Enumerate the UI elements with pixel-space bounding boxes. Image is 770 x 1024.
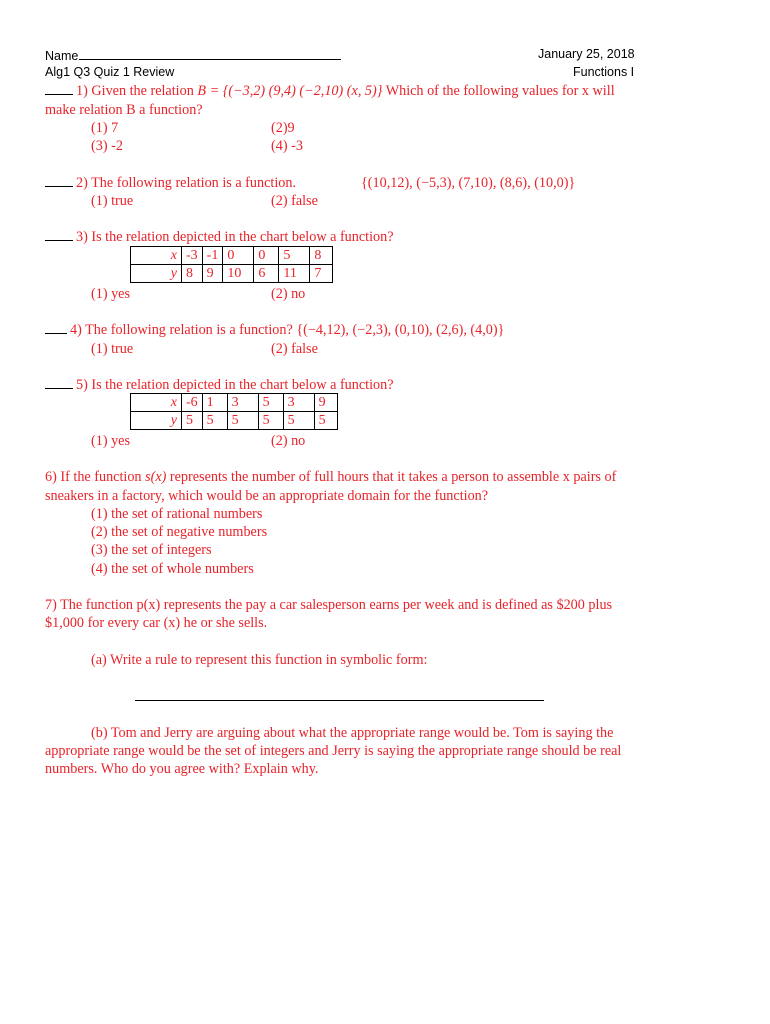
choice: (3) -2 — [91, 138, 123, 154]
choice: (1) true — [91, 341, 134, 357]
question-1-text-b: Which of the following values for x will — [382, 83, 615, 99]
relation-table-3 — [130, 246, 333, 283]
table-row-y — [131, 412, 338, 430]
question-1-math: B = {(−3,2) (9,4) (−2,10) (x, 5)} — [197, 83, 383, 99]
answer-blank-1[interactable] — [45, 82, 73, 95]
table-cell: 3 — [227, 394, 258, 412]
question-6-text-a: If the function — [60, 469, 146, 485]
answer-blank-5[interactable] — [45, 376, 73, 389]
table-cell: 5 — [258, 394, 283, 412]
question-6-text-b: represents the number of full hours that it takes a person to assemble x pairs of — [166, 469, 617, 485]
question-2-text: The following relation is a function. — [91, 175, 297, 191]
choice: (1) yes — [91, 433, 131, 449]
relation-table-5 — [130, 393, 338, 430]
table-cell: 9 — [314, 394, 337, 412]
table-row-x — [131, 247, 333, 265]
question-1-text-a: Given the relation — [91, 83, 198, 99]
table-cell: -1 — [202, 247, 223, 265]
question-6-math: s(x) — [145, 469, 167, 485]
answer-blank-2[interactable] — [45, 174, 73, 187]
table-cell: 3 — [283, 394, 314, 412]
question-7 — [45, 596, 612, 614]
table-header-x: x — [131, 394, 182, 412]
question-7-part-b-line3: numbers. Who do you agree with? Explain why. — [45, 761, 319, 777]
name-label-row — [45, 47, 344, 63]
table-cell: 5 — [227, 412, 258, 430]
choice: (2) false — [271, 193, 318, 209]
choice: (1) true — [91, 193, 134, 209]
choice: (3) the set of integers — [91, 542, 212, 558]
question-3-number: 3) — [76, 229, 88, 245]
question-7-part-a: (a) Write a rule to represent this function in symbolic form: — [91, 652, 428, 668]
table-header-x: x — [131, 247, 182, 265]
choice: (2) false — [271, 341, 318, 357]
table-cell: 10 — [223, 265, 254, 283]
table-cell: 7 — [310, 265, 333, 283]
answer-blank-3[interactable] — [45, 228, 73, 241]
name-label: Name — [45, 49, 79, 63]
table-cell: 5 — [202, 412, 227, 430]
table-cell: 0 — [223, 247, 254, 265]
table-cell: 5 — [283, 412, 314, 430]
question-4-text: The following relation is a function? — [85, 322, 293, 338]
question-6 — [45, 468, 616, 486]
choice: (2) no — [271, 433, 306, 449]
question-7-text: The function p(x) represents the pay a car salesperson earns per week and is defined as $200 plus — [60, 597, 613, 613]
table-row-y — [131, 265, 333, 283]
question-2-number: 2) — [76, 175, 88, 191]
question-6-line2: sneakers in a factory, which would be an appropriate domain for the function? — [45, 488, 489, 504]
question-1-number: 1) — [76, 83, 88, 99]
choice: (2) the set of negative numbers — [91, 524, 268, 540]
name-blank-line[interactable] — [79, 47, 341, 60]
question-4 — [45, 321, 504, 339]
question-2-set: {(10,12), (−5,3), (7,10), (8,6), (10,0)} — [361, 175, 576, 191]
table-cell: 5 — [258, 412, 283, 430]
answer-line-7a[interactable] — [135, 700, 544, 701]
question-6-number: 6) — [45, 469, 57, 485]
table-cell: 5 — [279, 247, 310, 265]
table-row-x — [131, 394, 338, 412]
question-7-number: 7) — [45, 597, 57, 613]
table-cell: 1 — [202, 394, 227, 412]
question-2 — [45, 174, 296, 192]
choice: (2) no — [271, 286, 306, 302]
choice: (2)9 — [271, 120, 295, 136]
table-cell: 8 — [182, 265, 203, 283]
question-5 — [45, 376, 394, 394]
choice: (1) the set of rational numbers — [91, 506, 263, 522]
table-cell: 9 — [202, 265, 223, 283]
question-1 — [45, 82, 615, 100]
table-header-y: y — [131, 412, 182, 430]
question-7-part-b: (b) Tom and Jerry are arguing about what the appropriate range would be. Tom is saying the — [91, 725, 614, 741]
course-title: Alg1 Q3 Quiz 1 Review — [45, 65, 175, 79]
table-cell: 6 — [254, 265, 279, 283]
question-3-text: Is the relation depicted in the chart below a function? — [91, 229, 394, 245]
question-3 — [45, 228, 394, 246]
question-1-line2: make relation B a function? — [45, 102, 203, 118]
choice: (4) the set of whole numbers — [91, 561, 254, 577]
table-cell: 8 — [310, 247, 333, 265]
question-7-line2: $1,000 for every car (x) he or she sells. — [45, 615, 268, 631]
question-5-text: Is the relation depicted in the chart below a function? — [91, 377, 394, 393]
question-4-number: 4) — [70, 322, 82, 338]
question-4-set: {(−4,12), (−2,3), (0,10), (2,6), (4,0)} — [296, 322, 505, 338]
table-header-y: y — [131, 265, 182, 283]
answer-blank-4[interactable] — [45, 321, 67, 334]
question-5-number: 5) — [76, 377, 88, 393]
choice: (1) yes — [91, 286, 131, 302]
topic-title: Functions I — [573, 65, 635, 79]
table-cell: 11 — [279, 265, 310, 283]
table-cell: 0 — [254, 247, 279, 265]
table-cell: 5 — [182, 412, 203, 430]
table-cell: -6 — [182, 394, 203, 412]
question-7-part-b-line2: appropriate range would be the set of integers and Jerry is saying the appropriate range should be real — [45, 743, 622, 759]
choice: (1) 7 — [91, 120, 119, 136]
date: January 25, 2018 — [538, 47, 635, 61]
table-cell: -3 — [182, 247, 203, 265]
table-cell: 5 — [314, 412, 337, 430]
choice: (4) -3 — [271, 138, 303, 154]
